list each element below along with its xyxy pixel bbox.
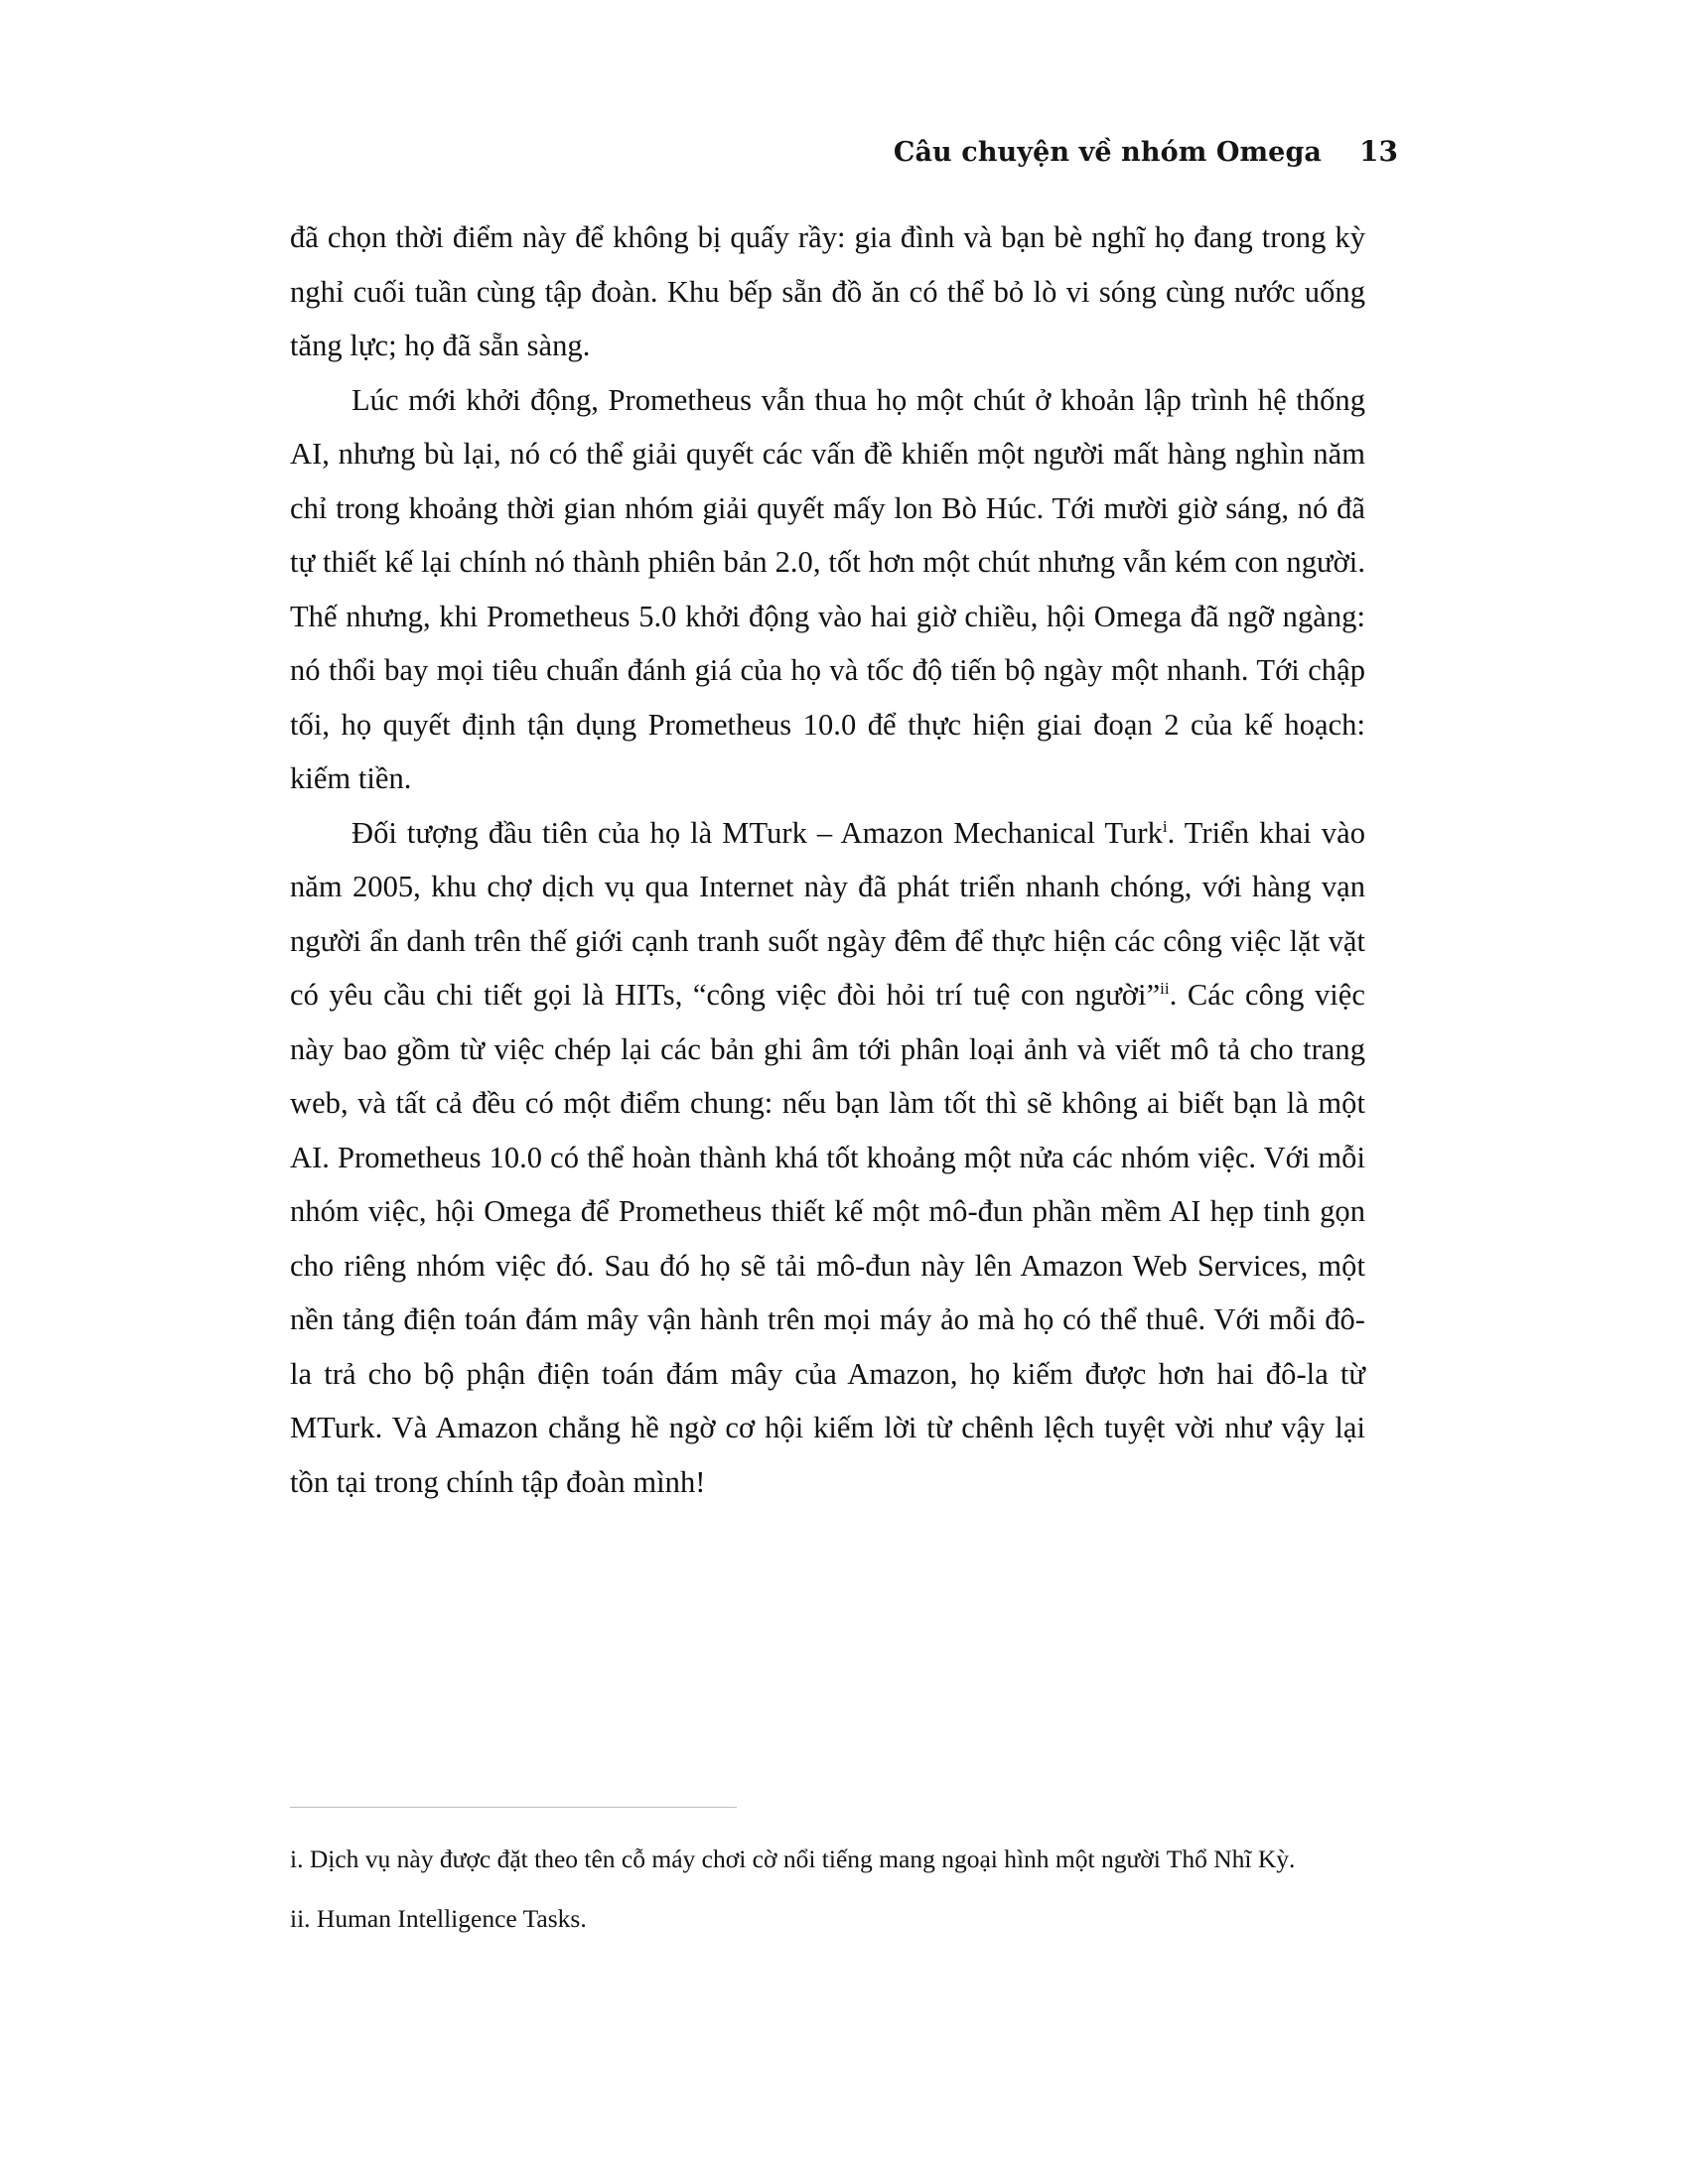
footnote-area [290,1807,1365,1941]
paragraph-3-part-3: . Các công việc này bao gồm từ việc chép lại các bản ghi âm tới phân loại ảnh và viết mô tả cho trang web, và tất cả đều có một điểm chung: nếu bạn làm tốt thì sẽ không ai biết bạn là một AI. Prometheus 10.0 có thể hoàn thành khá tốt khoảng một nửa các nhóm việc. Với mỗi nhóm việc, hội Omega để Prometheus thiết kế một mô-đun phần mềm AI hẹp tinh gọn cho riêng nhóm việc đó. Sau đó họ sẽ tải mô-đun này lên Amazon Web Services, một nền tảng điện toán đám mây vận hành trên mọi máy ảo mà họ có thể thuê. Với mỗi đô-la trả cho bộ phận điện toán đám mây của Amazon, họ kiếm được hơn hai đô-la từ MTurk. Và Amazon chẳng hề ngờ cơ hội kiếm lời từ chênh lệch tuyệt vời như vậy lại tồn tại trong chính tập đoàn mình! [290,978,1365,1499]
footnote-marker-ii: ii [1160,978,1170,998]
paragraph-3 [290,806,1365,1510]
paragraph-3-part-1: Đối tượng đầu tiên của họ là MTurk – Amazon Mechanical Turk [352,815,1163,850]
running-head [0,135,1688,168]
chapter-title: Câu chuyện về nhóm Omega [893,137,1323,168]
footnote-ii: ii. Human Intelligence Tasks. [290,1904,587,1933]
footnote-marker-i: i [1162,816,1168,836]
footnote-i: i. Dịch vụ này được đặt theo tên cỗ máy chơi cờ nổi tiếng mang ngoại hình một người Thổ Nhĩ Kỳ. [290,1844,1296,1873]
paragraph-1: đã chọn thời điểm này để không bị quấy rầy: gia đình và bạn bè nghĩ họ đang trong kỳ nghỉ cuối tuần cùng tập đoàn. Khu bếp sẵn đồ ăn có thể bỏ lò vi sóng cùng nước uống tăng lực; họ đã sẵn sàng. [290,220,1365,362]
footnote-separator [290,1807,737,1808]
page-number: 13 [1359,135,1398,168]
paragraph-2: Lúc mới khởi động, Prometheus vẫn thua họ một chút ở khoản lập trình hệ thống AI, nhưng bù lại, nó có thể giải quyết các vấn đề khiến một người mất hàng nghìn năm chỉ trong khoảng thời gian nhóm giải quyết mấy lon Bò Húc. Tới mười giờ sáng, nó đã tự thiết kế lại chính nó thành phiên bản 2.0, tốt hơn một chút nhưng vẫn kém con người. Thế nhưng, khi Prometheus 5.0 khởi động vào hai giờ chiều, hội Omega đã ngỡ ngàng: nó thổi bay mọi tiêu chuẩn đánh giá của họ và tốc độ tiến bộ ngày một nhanh. Tới chập tối, họ quyết định tận dụng Prometheus 10.0 để thực hiện giai đoạn 2 của kế hoạch: kiếm tiền. [290,382,1365,795]
body-text [290,210,1365,1509]
paragraph-3-part-2: . Triển khai vào năm 2005, khu chợ dịch vụ qua Internet này đã phát triển nhanh chóng, với hàng vạn người ẩn danh trên thế giới cạnh tranh suốt ngày đêm để thực hiện các công việc lặt vặt có yêu cầu chi tiết gọi là HITs, “công việc đòi hỏi trí tuệ con người” [290,815,1365,1012]
